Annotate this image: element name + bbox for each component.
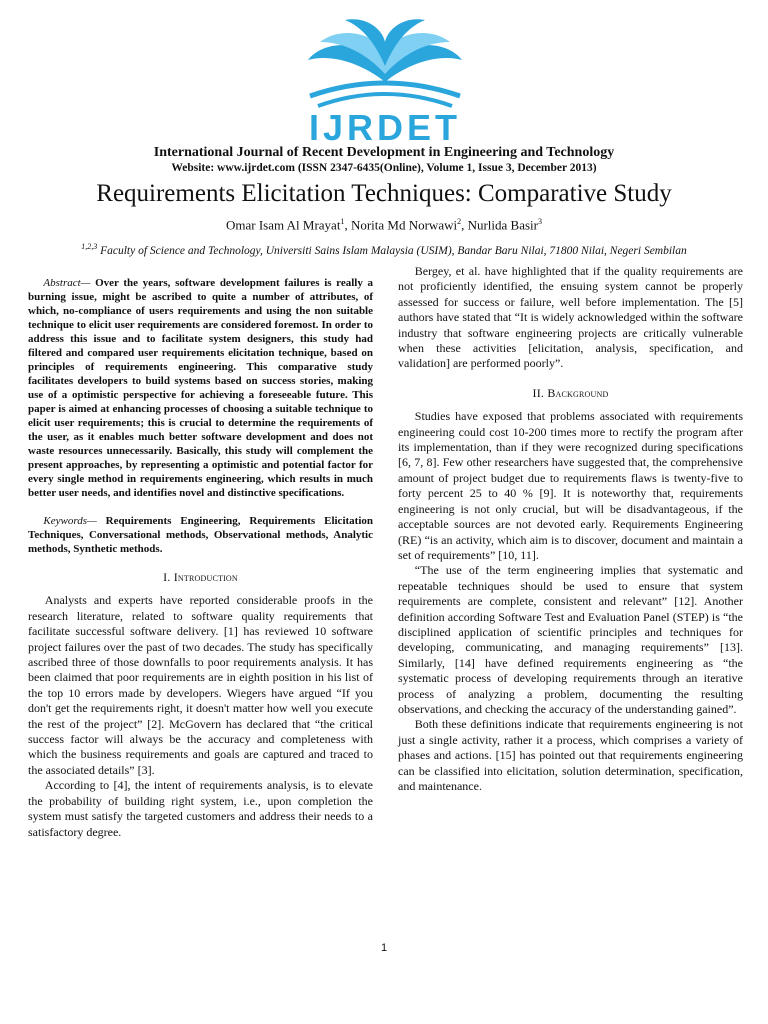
paragraph: “The use of the term engineering implies that systematic and repeatable techniques should be used to ensure that system requirements are complete, consistent and relevant” [12]. Another definition according Software Test and Evaluation Panel (STEP) is “the disciplined application of scientific principles and techniques for developing, communicating, and managing requirements” [13]. Similarly, [14] have defined requirements engineering as “the systematic process of developing requirements through an iterative process of analyzing a problem, documenting the resulting observations, and checking the accuracy of the understanding gained”. [398,563,743,716]
affiliation-sup: 1,2,3 [81,242,98,251]
section-heading-introduction [28,570,373,585]
paragraph: Both these definitions indicate that requirements engineering is not just a single activity, rather it a process, which comprises a variety of phases and actions. [15] has pointed out that requirements engineering can be classified into elicitation, solution determination, specification, and maintenance. [398,717,743,793]
section-title: Background [547,385,609,400]
author-name: Omar Isam Al Mrayat [225,217,341,233]
author-list: Omar Isam Al Mrayat$^1$, Norita Md Norwawi$^2$, Nurlida Basir$^3$ [225,217,542,233]
left-column [28,276,373,840]
journal-name: International Journal of Recent Development in Engineering and Technology [153,145,615,160]
paragraph: According to [4], the intent of requirements analysis, is to elevate the probability of building right system, i.e., upon completion the system must satisfy the targeted customers and address their needs to a satisfactory degree. [28,778,373,839]
paper-title: Requirements Elicitation Techniques: Comparative Study [96,180,672,207]
journal-website: Website: www.ijrdet.com (ISSN 2347-6435(Online), Volume 1, Issue 3, December 2013) [171,162,597,174]
author-name: Nurlida Basir [467,217,538,233]
svg-text:IJRDET: IJRDET [308,107,462,144]
paragraph: Bergey, et al. have highlighted that if the quality requirements are not proficiently identified, the ensuing system cannot be properly assessed for success or failure, well before implementation. The [5] authors have stated that “It is widely acknowledged within the software industry that software engineering projects are critically vulnerable when these activities [elicitation, analysis, specification, and validation] are performed poorly”. [398,264,743,371]
abstract-lead: Abstract— [43,277,91,289]
affiliation [40,238,728,260]
abstract [28,276,373,500]
section-number: II. [532,385,545,400]
author-sup: 3 [538,217,542,226]
paragraph: Studies have exposed that problems associated with requirements engineering could cost 10-200 times more to rectify the program after its implementation, than if they were recognized during specifications [6, 7, 8]. Few other researchers have suggested that, the comprehensive amount of project budget due to requirements flaws is twenty-five to forty percent 25 to 40 % [9]. It is noteworthy that, requirements engineering is not only crucial, but will be disadvantageous, if the acceptable sources are not devoted early. Requirements Engineering (RE) “is an activity, which aim is to discover, document and maintain a set of requirements” [10, 11]. [398,409,743,562]
keywords-lead: Keywords— [43,515,97,527]
right-column [398,264,743,794]
ijrdet-logo-icon [290,4,480,144]
section-title: Introduction [173,570,238,584]
section-heading-background [398,386,743,401]
paragraph: Analysts and experts have reported considerable proofs in the research literature, related to software quality requirements that facilitate successful software delivery. [1] has reviewed 10 software project failures over the past of two decades. The study has specifically ascribed three of those downfalls to poor requirements analysis. It has been claimed that poor requirements are in eighth position in his list of the top 10 errors made by developers. Wiegers have argued “If you don't get the requirements right, it doesn't matter how well you execute the rest of the project” [2]. McGovern has declared that “the critical success factor will always be the accuracy and completeness with which the business requirements and goals are captured and traced to the associated details” [3]. [28,593,373,777]
author-name: Norita Md Norwawi [350,217,458,233]
section-number: I. [163,570,171,584]
journal-logo [0,0,768,148]
author-sup: 1 [340,217,345,226]
page-number: 1 [380,942,388,954]
affiliation-text: Faculty of Science and Technology, Universiti Sains Islam Malaysia (USIM), Bandar Baru Nilai, 71800 Nilai, Negeri Sembilan [100,244,687,257]
keywords [28,514,373,556]
abstract-text: Over the years, software development failures is really a burning issue, might be ascribed to quite a number of attributes, of which, no-compliance of users requirements and using the non suitable technique to elicit user requirements are considered foremost. In order to address this issue and to facilitate system designers, this study had filtered and compared user requirements elicitation technique, based on principles of requirements engineering. This comparative study facilitates developers to build systems based on success stories, making use of a optimistic perspective for achieving a foreseeable future. This paper is aimed at enhancing processes of choosing a suitable technique to elicit user requirements; this is crucial to determine the requirements of the user, as it enables much better software development and does not waste resources unnecessarily. Basically, this study will complement the present approaches, by representing a optimistic and potential factor for every single method in requirements engineering, which results in much better user needs, and identifies novel and distinctive specifications. [28,277,373,499]
keywords-text: Requirements Engineering, Requirements Elicitation Techniques, Conversational methods, Observational methods, Analytic methods, Synthetic methods. [28,515,373,555]
author-sup: 2 [457,217,462,226]
